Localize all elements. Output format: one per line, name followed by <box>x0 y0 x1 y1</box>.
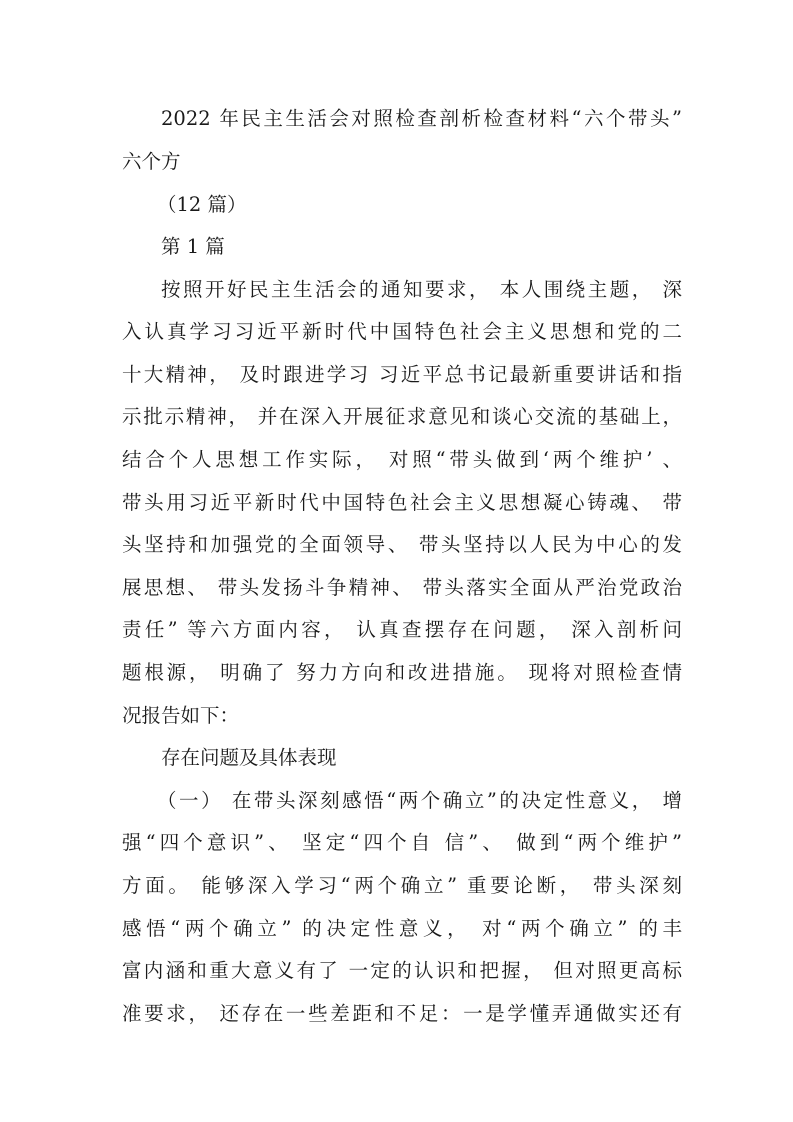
paragraph-line: 十大精神， 及时跟进学习 习近平总书记最新重要讲话和指 <box>122 363 682 386</box>
paragraph-line: 示批示精神， 并在深入开展征求意见和谈心交流的基础上， <box>122 405 682 428</box>
paragraph-line: 按照开好民主生活会的通知要求， 本人围绕主题， 深 <box>161 278 682 301</box>
section-label: 第 1 篇 <box>161 235 225 258</box>
paragraph-line: 富内涵和重大意义有了 一定的认识和把握， 但对照更高标 <box>122 959 682 982</box>
paragraph-line: 强“四个意识”、 坚定“四个自 信”、 做到“两个维护” <box>122 831 682 854</box>
paragraph-line: 入认真学习习近平新时代中国特色社会主义思想和党的二 <box>122 320 682 343</box>
paragraph-line: 带头用习近平新时代中国特色社会主义思想凝心铸魂、 带 <box>122 491 682 514</box>
paragraph-line: 头坚持和加强党的全面领导、 带头坚持以人民为中心的发 <box>122 533 682 556</box>
article-count: （12 篇） <box>157 193 247 216</box>
paragraph-line: 题根源， 明确了 努力方向和改进措施。 现将对照检查情 <box>122 661 682 684</box>
paragraph-line: 感悟“两个确立” 的决定性意义， 对“两个确立” 的丰 <box>122 917 682 940</box>
paragraph-line: 况报告如下： <box>122 704 240 727</box>
paragraph-line: （一） 在带头深刻感悟“两个确立”的决定性意义， 增 <box>157 789 682 812</box>
section-heading: 存在问题及具体表现 <box>161 746 337 769</box>
document-title-line-1: 2022 年民主生活会对照检查剖析检查材料“六个带头” <box>161 107 682 130</box>
paragraph-line: 责任” 等六方面内容， 认真查摆存在问题， 深入剖析问 <box>122 618 682 641</box>
paragraph-line: 展思想、 带头发扬斗争精神、 带头落实全面从严治党政治 <box>122 576 682 599</box>
paragraph-line: 方面。 能够深入学习“两个确立” 重要论断， 带头深刻 <box>122 874 682 897</box>
paragraph-line: 准要求， 还存在一些差距和不足：一是学懂弄通做实还有 <box>122 1002 682 1025</box>
paragraph-line: 结合个人思想工作实际， 对照“带头做到‘两个维护’ 、 <box>122 448 682 471</box>
document-title-line-2: 六个方 <box>122 150 181 173</box>
